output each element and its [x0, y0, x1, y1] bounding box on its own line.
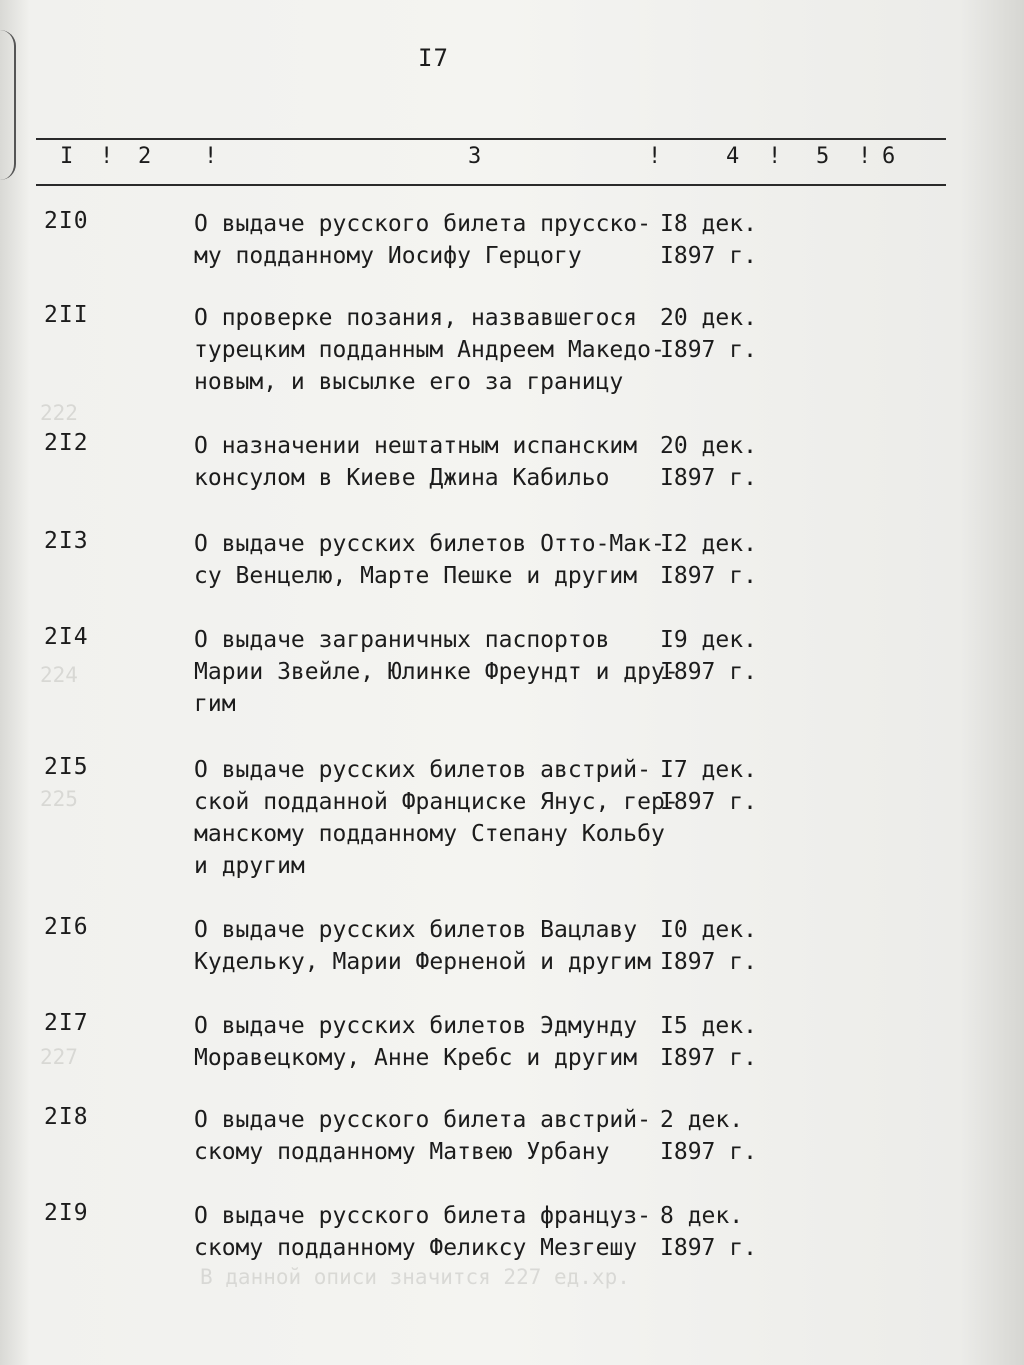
entry-date: I0 дек. I897 г.: [660, 917, 757, 975]
entry-description: О выдаче русского билета француз- скому подданному Феликсу Мезгешу: [194, 1203, 651, 1261]
entry-description: О выдаче русских билетов Отто-Мак- су Венцелю, Марте Пешке и другим: [194, 531, 665, 589]
entry-description: О выдаче русских билетов Эдмунду Моравецкому, Анне Кребс и другим: [194, 1013, 638, 1071]
bleed-through-text: В данной описи значится 227 ед.хр.: [200, 1265, 630, 1289]
column-separator: !: [648, 144, 662, 169]
column-separator: !: [100, 144, 114, 169]
entry-number: 2I4: [44, 624, 89, 650]
column-header-4: 4: [726, 144, 740, 169]
column-header-3: 3: [468, 144, 482, 169]
entry-number: 2I0: [44, 208, 89, 234]
entry-date: 2 дек. I897 г.: [660, 1107, 757, 1165]
entry-description: О выдаче русских билетов австрий- ской подданной Франциске Янус, гер- манскому подданному Степану Кольбу и другим: [194, 757, 679, 879]
entry-number: 2I3: [44, 528, 89, 554]
entry-number: 2I2: [44, 430, 89, 456]
bleed-through-text: 227: [40, 1045, 78, 1069]
column-header-6: 6: [882, 144, 896, 169]
entry-date: I9 дек. I897 г.: [660, 627, 757, 685]
entry-date: I2 дек. I897 г.: [660, 531, 757, 589]
column-header-2: 2: [138, 144, 152, 169]
binding-edge: [0, 30, 16, 180]
entry-date: 20 дек. I897 г.: [660, 433, 757, 491]
entry-description: О выдаче русского билета австрий- скому подданному Матвею Урбану: [194, 1107, 651, 1165]
entry-number: 2II: [44, 302, 89, 328]
entry-number: 2I9: [44, 1200, 89, 1226]
entry-description: О выдаче заграничных паспортов Марии Звейле, Юлинке Фреундт и дру- гим: [194, 627, 679, 717]
entry-number: 2I7: [44, 1010, 89, 1036]
column-separator: !: [858, 144, 872, 169]
page-number: I7: [418, 44, 449, 72]
entry-description: О выдаче русского билета прусско- му подданному Иосифу Герцогу: [194, 211, 651, 269]
bleed-through-text: 224: [40, 663, 78, 687]
bleed-through-text: 222: [40, 401, 78, 425]
entry-date: I7 дек. I897 г.: [660, 757, 757, 815]
entry-number: 2I8: [44, 1104, 89, 1130]
entry-number: 2I5: [44, 754, 89, 780]
entry-date: 8 дек. I897 г.: [660, 1203, 757, 1261]
column-header-1: I: [60, 144, 74, 169]
header-rule-top: [36, 138, 946, 140]
entry-date: I5 дек. I897 г.: [660, 1013, 757, 1071]
entry-date: 20 дек. I897 г.: [660, 305, 757, 363]
column-separator: !: [768, 144, 782, 169]
column-separator: !: [204, 144, 218, 169]
entry-description: О назначении нештатным испанским консулом в Киеве Джина Кабильо: [194, 433, 638, 491]
entry-description: О выдаче русских билетов Вацлаву Кудельку, Марии Ферненой и другим: [194, 917, 651, 975]
entry-number: 2I6: [44, 914, 89, 940]
column-header-5: 5: [816, 144, 830, 169]
header-rule-bottom: [36, 184, 946, 186]
column-header-row: [36, 144, 946, 180]
entry-description: О проверке позания, назвавшегося турецким подданным Андреем Македо- новым, и высылке его за границу: [194, 305, 665, 395]
entry-date: I8 дек. I897 г.: [660, 211, 757, 269]
bleed-through-text: 225: [40, 787, 78, 811]
